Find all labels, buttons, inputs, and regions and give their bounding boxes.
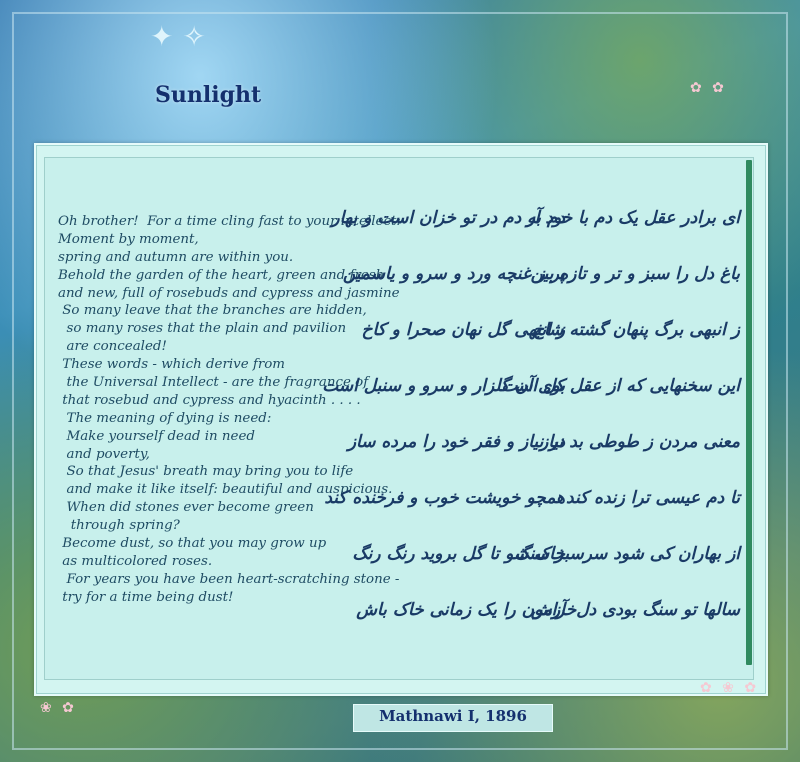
flower-decoration-icon: ✿ ✿: [690, 80, 727, 96]
english-line: so many roses that the plain and pavilion: [58, 321, 347, 337]
english-line: and new, full of rosebuds and cypress and jasmine: [58, 285, 400, 301]
persian-couplet: [322, 358, 740, 414]
persian-couplet: [347, 414, 740, 470]
page-title: Sunlight: [155, 82, 262, 108]
english-line: as multicolored roses.: [58, 553, 213, 569]
english-line: the Universal Intellect - are the fragrance of: [58, 375, 369, 391]
persian-verses: [322, 190, 740, 638]
persian-couplet: [331, 190, 740, 246]
english-line: Make yourself dead in need: [58, 428, 255, 444]
english-line: Become dust, so that you may grow up: [58, 536, 327, 552]
vertical-scrollbar[interactable]: [746, 160, 752, 665]
english-line: are concealed!: [58, 339, 167, 355]
persian-hemistich-left: خاک شو تا گل بروید رنگ رنگ: [352, 544, 565, 564]
persian-hemistich-right: سالها تو سنگ بودی دل‌خراش: [530, 600, 740, 620]
english-line: When did stones ever become green: [58, 500, 314, 516]
english-line: that rosebud and cypress and hyacinth . . . .: [58, 392, 361, 408]
persian-hemistich-right: تا دم عیسی ترا زنده کند: [566, 488, 740, 508]
english-line: through spring?: [58, 518, 180, 534]
english-line: try for a time being dust!: [58, 589, 234, 605]
english-line: So many leave that the branches are hidden,: [58, 303, 367, 319]
persian-hemistich-left: بوی آن گلزار و سرو و سنبل است: [322, 376, 565, 396]
persian-hemistich-right: معنی مردن ز طوطی بد نیاز: [540, 432, 740, 452]
english-line: So that Jesus' breath may bring you to life: [58, 464, 354, 480]
persian-couplet: [352, 526, 740, 582]
persian-hemistich-right: این سخنهایی که از عقل کل است: [501, 376, 740, 396]
flower-decoration-icon: ✿ ❀ ✿: [700, 680, 760, 696]
english-line: spring and autumn are within you.: [58, 249, 294, 265]
english-line: Moment by moment,: [58, 231, 199, 247]
english-line: For years you have been heart-scratching stone -: [58, 571, 400, 587]
persian-couplet: [324, 470, 740, 526]
english-line: and poverty,: [58, 446, 150, 462]
persian-hemistich-right: ای برادر عقل یک دم با خود آر: [526, 208, 740, 228]
persian-hemistich-right: ز انبهی برگ پنهان گشته شاخ: [533, 320, 740, 340]
english-line: Behold the garden of the heart, green and fresh: [58, 267, 385, 283]
flower-decoration-icon: ❀ ✿: [40, 700, 77, 716]
persian-hemistich-left: آزمون را یک زمانی خاک باش: [356, 600, 565, 620]
persian-hemistich-left: در نیاز و فقر خود را مرده ساز: [347, 432, 565, 452]
english-line: The meaning of dying is need:: [58, 410, 272, 426]
english-line: These words - which derive from: [58, 357, 285, 373]
persian-hemistich-left: ز انبهی گل نهان صحرا و کاخ: [361, 320, 565, 340]
english-line: Oh brother! For a time cling fast to your intellect:: [58, 214, 401, 229]
persian-hemistich-left: همچو خویشت خوب و فرخنده کند: [324, 488, 565, 508]
persian-hemistich-left: دم به دم در تو خزان است و بهار: [331, 208, 565, 228]
source-citation: Mathnawi I, 1896: [379, 707, 527, 725]
persian-hemistich-right: باغ دل را سبز و تر و تازه بین: [530, 264, 740, 284]
persian-couplet: [361, 302, 740, 358]
persian-hemistich-left: پر ز غنچه ورد و سرو و یاسمین: [342, 264, 565, 284]
persian-couplet: [342, 246, 740, 302]
persian-couplet: [356, 582, 740, 638]
english-line: and make it like itself: beautiful and auspicious.: [58, 482, 393, 498]
persian-hemistich-right: از بهاران کی شود سرسبز سنگ: [514, 544, 740, 564]
sparkle-decoration-icon: ✦ ✧: [150, 20, 206, 53]
